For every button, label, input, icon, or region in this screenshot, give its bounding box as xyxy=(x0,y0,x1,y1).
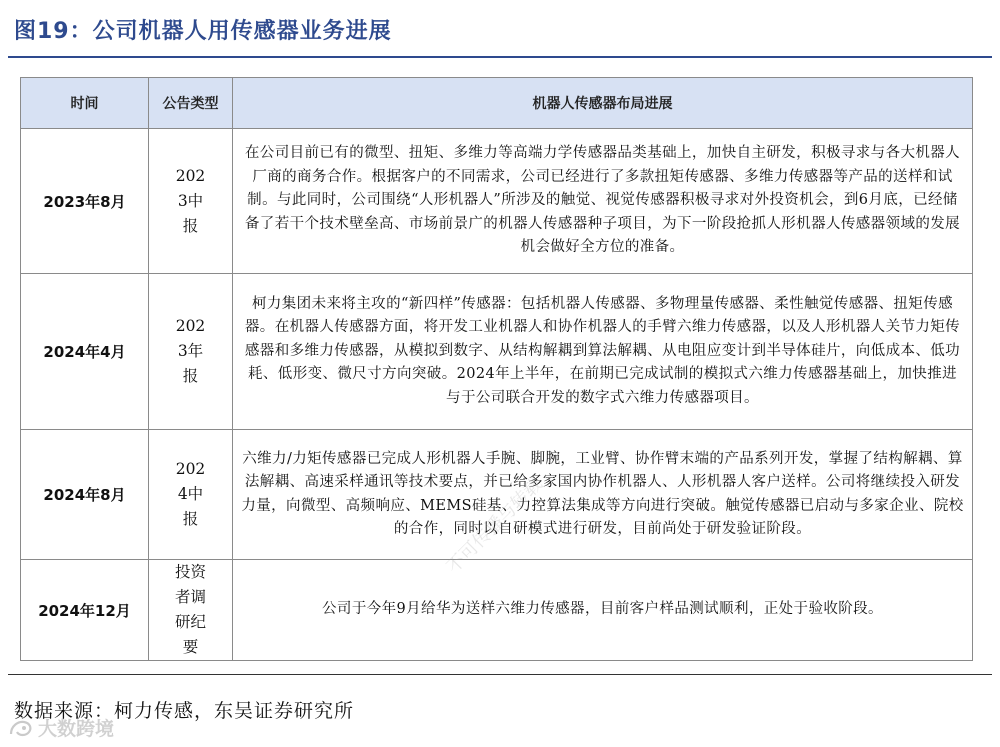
row-content: 六维力/力矩传感器已完成人形机器人手腕、脚腕，工业臂、协作臂末端的产品系列开发，掌握了结构解耦、算法解耦、高速采样通讯等技术要点，并已给多家国内协作机器人、人形机器人客户送样。公司将继续投入研发力量，向微型、高频响应、MEMS硅基、力控算法集成等方向进行突破。触觉传感器已启动与多家企业、院校的合作，同时以自研模式进行研发，目前尚处于研发验证阶段。 xyxy=(233,430,973,560)
row-type: 投资者调研纪要 xyxy=(149,560,233,661)
title-divider xyxy=(8,56,992,58)
row-time: 2024年8月 xyxy=(21,430,149,560)
watermark-text: 大数跨境 xyxy=(38,718,115,740)
row-content: 在公司目前已有的微型、扭矩、多维力等高端力学传感器品类基础上，加快自主研发，积极寻求与各大机器人厂商的商务合作。根据客户的不同需求，公司已经进行了多款扭矩传感器、多维力传感器等产品的送样和试制。与此同时，公司围绕“人形机器人”所涉及的触觉、视觉传感器积极寻求对外投资机会，到6月底，已经储备了若干个技术壁垒高、市场前景广的机器人传感器种子项目，为下一阶段抢抓人形机器人传感器领域的发展机会做好全方位的准备。 xyxy=(233,129,973,274)
progress-table xyxy=(20,77,973,661)
figure-title: 图19：公司机器人用传感器业务进展 xyxy=(14,19,392,44)
row-content: 公司于今年9月给华为送样六维力传感器，目前客户样品测试顺利，正处于验收阶段。 xyxy=(233,560,973,661)
table-row xyxy=(21,129,973,274)
header-type: 公告类型 xyxy=(149,78,233,129)
row-type: 2023中报 xyxy=(149,129,233,274)
row-type: 2024中报 xyxy=(149,430,233,560)
table-row xyxy=(21,274,973,430)
header-progress: 机器人传感器布局进展 xyxy=(233,78,973,129)
row-type: 2023年报 xyxy=(149,274,233,430)
progress-table-container xyxy=(20,77,972,661)
data-source-note: 数据来源：柯力传感，东吴证券研究所 xyxy=(14,700,355,722)
watermark xyxy=(8,714,114,741)
row-content: 柯力集团未来将主攻的“新四样”传感器：包括机器人传感器、多物理量传感器、柔性触觉传感器、扭矩传感器。在机器人传感器方面，将开发工业机器人和协作机器人的手臂六维力传感器，以及人形机器人关节力矩传感器和多维力传感器，从模拟到数字、从结构解耦到算法解耦、从电阻应变计到半导体硅片，向低成本、低功耗、低形变、微尺寸方向突破。2024年上半年，在前期已完成试制的模拟式六维力传感器基础上，加快推进与于公司联合开发的数字式六维力传感器项目。 xyxy=(233,274,973,430)
row-time: 2024年4月 xyxy=(21,274,149,430)
watermark-logo-icon xyxy=(8,717,34,739)
row-time: 2023年8月 xyxy=(21,129,149,274)
table-header-row xyxy=(21,78,973,129)
table-row xyxy=(21,560,973,661)
diagonal-watermark: 不可传播与转载 xyxy=(442,473,547,578)
row-time: 2024年12月 xyxy=(21,560,149,661)
bottom-divider xyxy=(8,674,992,675)
header-time: 时间 xyxy=(21,78,149,129)
